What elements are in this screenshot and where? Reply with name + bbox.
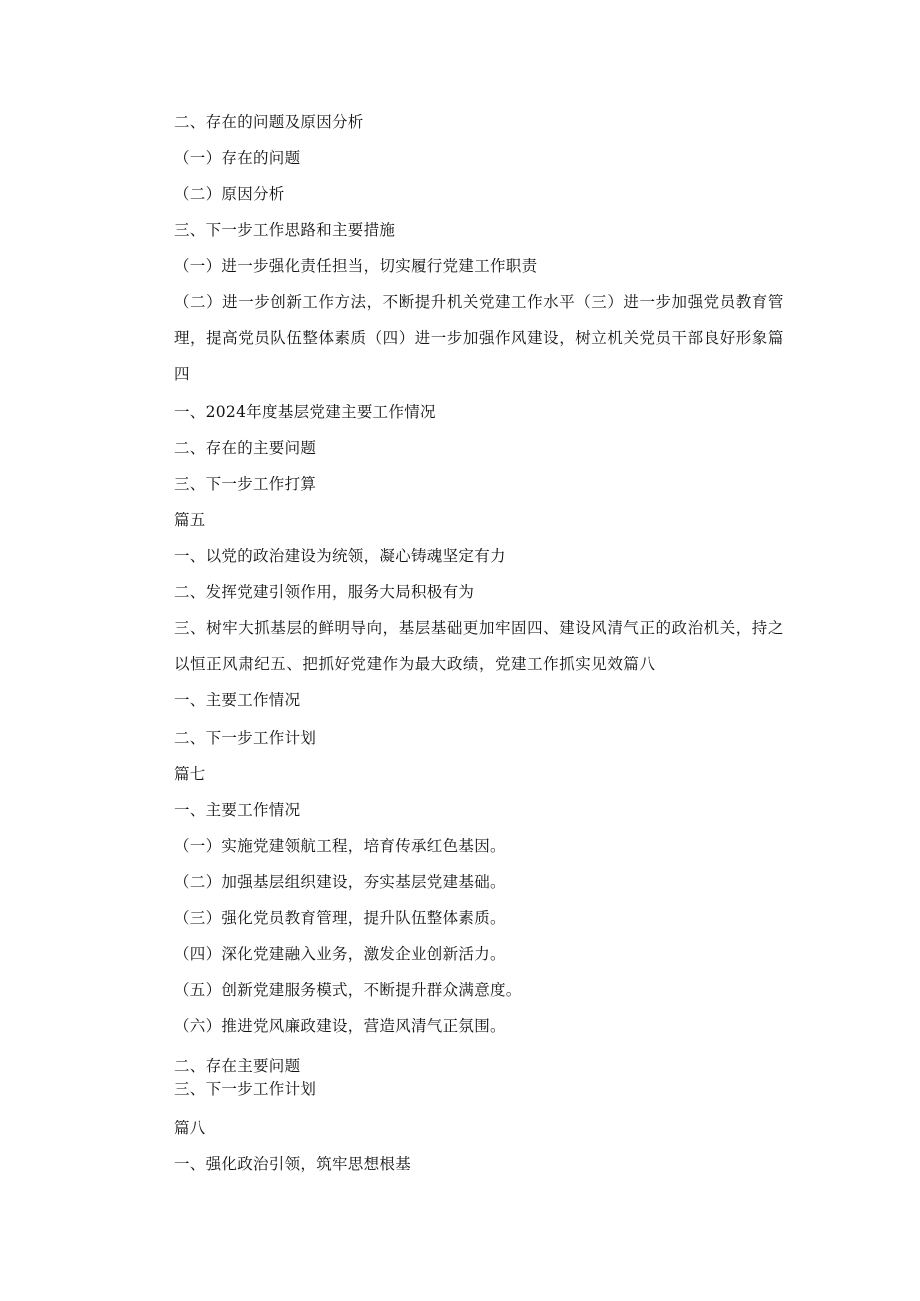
list-item: （四）深化党建融入业务，激发企业创新活力。 — [174, 945, 506, 963]
section-heading: 一、2024年度基层党建主要工作情况 — [174, 403, 436, 421]
section-heading: 三、下一步工作思路和主要措施 — [174, 221, 396, 239]
subsection-heading: （二）原因分析 — [174, 185, 285, 203]
list-item: （六）推进党风廉政建设，营造风清气正氛围。 — [174, 1017, 506, 1035]
section-heading: 一、以党的政治建设为统领，凝心铸魂坚定有力 — [174, 547, 506, 565]
section-heading: 三、下一步工作计划 — [174, 1080, 317, 1098]
section-heading: 一、主要工作情况 — [174, 801, 301, 819]
section-heading: 二、存在主要问题 — [174, 1057, 301, 1075]
chapter-heading: 篇八 — [174, 1119, 206, 1137]
section-heading: 一、强化政治引领，筑牢思想根基 — [174, 1155, 412, 1173]
subsection-heading: （一）进一步强化责任担当，切实履行党建工作职责 — [174, 257, 538, 275]
section-heading: 二、存在的主要问题 — [174, 439, 317, 457]
section-heading: 一、主要工作情况 — [174, 691, 301, 709]
list-item: （五）创新党建服务模式，不断提升群众满意度。 — [174, 981, 522, 999]
paragraph: （二）进一步创新工作方法，不断提升机关党建工作水平（三）进一步加强党员教育管理，提高党员队伍整体素质（四）进一步加强作风建设，树立机关党员干部良好形象篇四 — [174, 293, 784, 383]
section-heading: 三、下一步工作打算 — [174, 475, 317, 493]
chapter-heading: 篇五 — [174, 511, 206, 529]
section-heading: 二、下一步工作计划 — [174, 729, 317, 747]
section-heading: 二、存在的问题及原因分析 — [174, 113, 364, 131]
subsection-heading: （一）存在的问题 — [174, 149, 301, 167]
chapter-heading: 篇七 — [174, 765, 206, 783]
list-item: （二）加强基层组织建设，夯实基层党建基础。 — [174, 873, 506, 891]
paragraph: 三、树牢大抓基层的鲜明导向，基层基础更加牢固四、建设风清气正的政治机关，持之以恒正风肃纪五、把抓好党建作为最大政绩，党建工作抓实见效篇八 — [174, 619, 784, 673]
section-heading: 二、发挥党建引领作用，服务大局积极有为 — [174, 583, 475, 601]
list-item: （一）实施党建领航工程，培育传承红色基因。 — [174, 837, 506, 855]
list-item: （三）强化党员教育管理，提升队伍整体素质。 — [174, 909, 506, 927]
